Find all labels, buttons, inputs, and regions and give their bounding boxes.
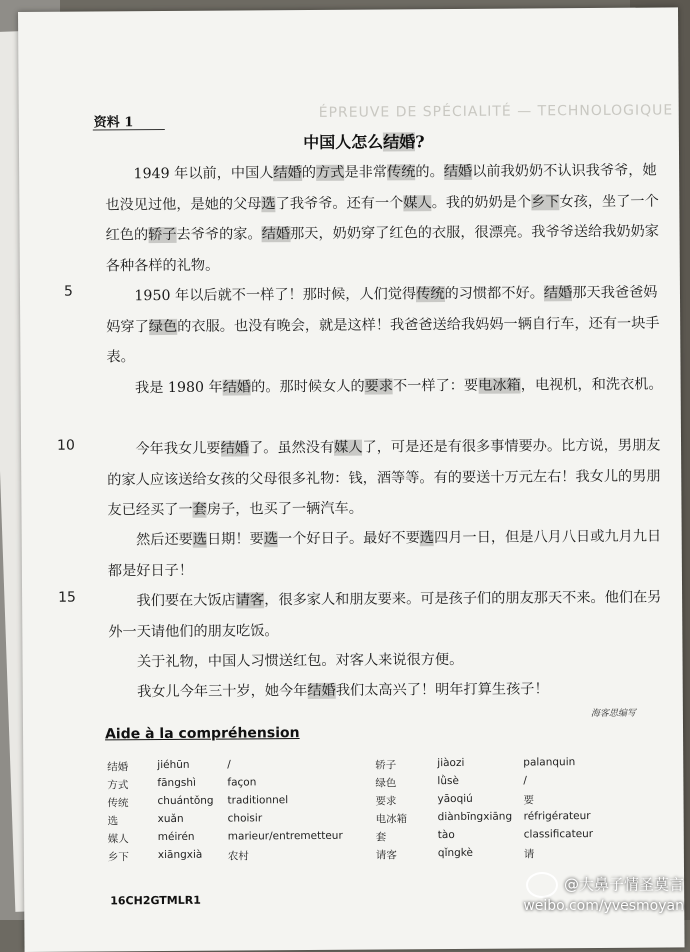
vocab-list-left (107, 758, 378, 868)
exam-page (18, 7, 685, 952)
highlighted-term: 结婚 (443, 163, 473, 181)
vocab-meaning: palanquin (523, 756, 576, 769)
vocab-pinyin: tào (437, 828, 455, 842)
paragraph-1: 1949 年以前，中国人结婚的方式是非常传统的。结婚以前我奶奶不认识我爷爷，她也没见过他，是她的父母选了我爷爷。还有一个媒人。我的奶奶是个乡下女孩，坐了一个红色的轿子去爷爷的家。结婚那天，奶奶穿了红色的衣服，很漂亮。我爷爷送给我奶奶家各种各样的礼物。 (105, 162, 659, 274)
highlighted-term: 结婚 (261, 226, 291, 243)
line-number-10: 10 (56, 437, 75, 454)
vocab-row (376, 846, 646, 866)
vocab-meaning: choisir (227, 812, 263, 825)
vocab-pinyin: jiéhūn (157, 758, 190, 772)
vocab-pinyin: yāoqiú (437, 792, 473, 806)
highlighted-term: 选 (192, 531, 208, 548)
highlighted-term: 结婚 (222, 379, 252, 396)
vocab-row (375, 756, 645, 776)
vocab-pinyin: lǜsè (437, 774, 459, 788)
vocab-hanzi: 要求 (375, 795, 397, 808)
highlighted-term: 结婚 (220, 440, 250, 457)
line-number-15: 15 (58, 589, 76, 606)
highlighted-term: 选 (261, 195, 276, 212)
vocab-meaning: 要 (523, 794, 535, 807)
title-highlight: 结婚 (383, 132, 416, 152)
paragraph-5: 然后还要选日期！要选一个好日子。最好不要选四月一日，但是八月八日或九月九日都是好日子！ (107, 528, 662, 579)
vocab-row (107, 776, 377, 796)
vocab-hanzi: 绿色 (375, 777, 397, 790)
highlighted-term: 方式 (315, 164, 345, 181)
vocab-row (376, 828, 646, 848)
vocab-row (375, 792, 645, 812)
highlighted-term: 套 (192, 501, 207, 518)
vocab-meaning: 农村 (227, 850, 249, 863)
highlighted-term: 媒人 (403, 194, 432, 211)
highlighted-term: 请客 (235, 592, 265, 609)
paragraph-8: 我女儿今年三十岁，她今年结婚我们太高兴了！明年打算生孩子！ (137, 681, 549, 701)
vocab-pinyin: chuántǒng (157, 794, 214, 808)
vocab-list-right (375, 756, 646, 866)
vocab-hanzi: 请客 (375, 849, 397, 862)
paragraph-3: 我是 1980 年结婚的。那时候女人的要求不一样了：要电冰箱，电视机，和洗衣机。 (134, 376, 663, 397)
vocab-row (107, 794, 377, 814)
vocab-pinyin: méirén (157, 830, 195, 844)
highlighted-term: 传统 (386, 164, 416, 181)
watermark-handle: @大鼻子情圣莫言 (563, 875, 684, 894)
vocab-meaning: façon (227, 776, 257, 789)
document-code: 16CH2GTMLR1 (110, 893, 201, 908)
watermark-url: weibo.com/yvesmoyan (523, 898, 684, 914)
weibo-logo-icon (526, 872, 558, 898)
vocab-meaning: marieur/entremetteur (227, 829, 343, 843)
highlighted-term: 媒人 (334, 439, 363, 456)
vocab-hanzi: 传统 (107, 797, 129, 810)
vocab-meaning: traditionnel (227, 794, 289, 807)
title-mark: ? (415, 132, 425, 152)
vocab-meaning: / (227, 758, 231, 771)
highlighted-term: 选 (419, 530, 435, 547)
highlighted-term: 选 (263, 531, 279, 548)
vocab-row (375, 774, 645, 794)
weibo-watermark (523, 872, 684, 914)
vocab-meaning: 请 (523, 848, 535, 861)
highlighted-term: 轿子 (148, 226, 177, 244)
vocab-pinyin: jiàozi (437, 756, 465, 770)
vocab-hanzi: 选 (107, 815, 119, 828)
vocab-hanzi: 乡下 (107, 851, 129, 864)
title-text: 中国人怎么 (303, 132, 384, 153)
vocab-hanzi: 电冰箱 (375, 813, 408, 826)
line-number-5: 5 (63, 283, 73, 300)
highlighted-term: 绿色 (148, 318, 178, 335)
vocab-meaning: / (523, 774, 527, 787)
vocab-row (376, 810, 646, 830)
vocab-row (107, 758, 377, 778)
vocab-row (108, 812, 378, 832)
vocab-pinyin: diànbīngxiāng (437, 810, 513, 824)
highlighted-term: 传统 (416, 286, 445, 303)
vocab-hanzi: 方式 (107, 779, 129, 792)
vocab-hanzi: 结婚 (107, 761, 129, 774)
source-note: 海客思编写 (590, 708, 636, 720)
vocab-pinyin: fāngshì (157, 776, 196, 790)
paragraph-2: 1950 年以后就不一样了！那时候，人们觉得传统的习惯都不好。结婚那天我爸爸妈妈穿了绿色的衣服。也没有晚会，就是这样！我爸爸送给我妈妈一辆自行车，还有一块手表。 (106, 284, 660, 366)
paragraph-4: 今年我女儿要结婚了。虽然没有媒人了，可是还是有很多事情要办。比方说，男朋友的家人应该送给女孩的父母很多礼物：钱，酒等等。有的要送十万元左右！我女儿的男朋友已经买了一套房子，也买了一辆汽车。 (107, 437, 661, 519)
vocab-pinyin: qǐngkè (437, 846, 474, 860)
paragraph-7: 关于礼物，中国人习惯送红包。对客人来说很方便。 (136, 651, 464, 671)
vocab-row (108, 848, 378, 868)
vocab-row (108, 830, 378, 850)
paragraph-6: 我们要在大饭店请客，很多家人和朋友要来。可是孩子们的朋友那天不来。他们在另外一天请他们的朋友吃饭。 (108, 589, 662, 640)
vocab-hanzi: 媒人 (107, 833, 129, 846)
highlighted-term: 结婚 (307, 682, 336, 699)
vocab-hanzi: 套 (375, 831, 387, 844)
highlighted-term: 结婚 (543, 285, 573, 302)
vocab-pinyin: xiāngxià (157, 848, 203, 862)
show-through-text: ÉPREUVE DE SPÉCIALITÉ — TECHNOLOGIQUE (318, 102, 674, 121)
vocab-heading: Aide à la compréhension (104, 725, 300, 743)
document-ref-label: 资料 1 (93, 115, 134, 131)
vocab-pinyin: xuǎn (157, 812, 184, 826)
highlighted-term: 电冰箱 (478, 377, 521, 394)
highlighted-term: 乡下 (530, 193, 560, 210)
vocab-meaning: classificateur (523, 828, 594, 841)
vocab-hanzi: 轿子 (375, 759, 397, 772)
highlighted-term: 结婚 (273, 165, 302, 182)
page-title (19, 127, 690, 155)
vocab-meaning: réfrigérateur (523, 810, 591, 823)
highlighted-term: 要求 (364, 378, 394, 395)
